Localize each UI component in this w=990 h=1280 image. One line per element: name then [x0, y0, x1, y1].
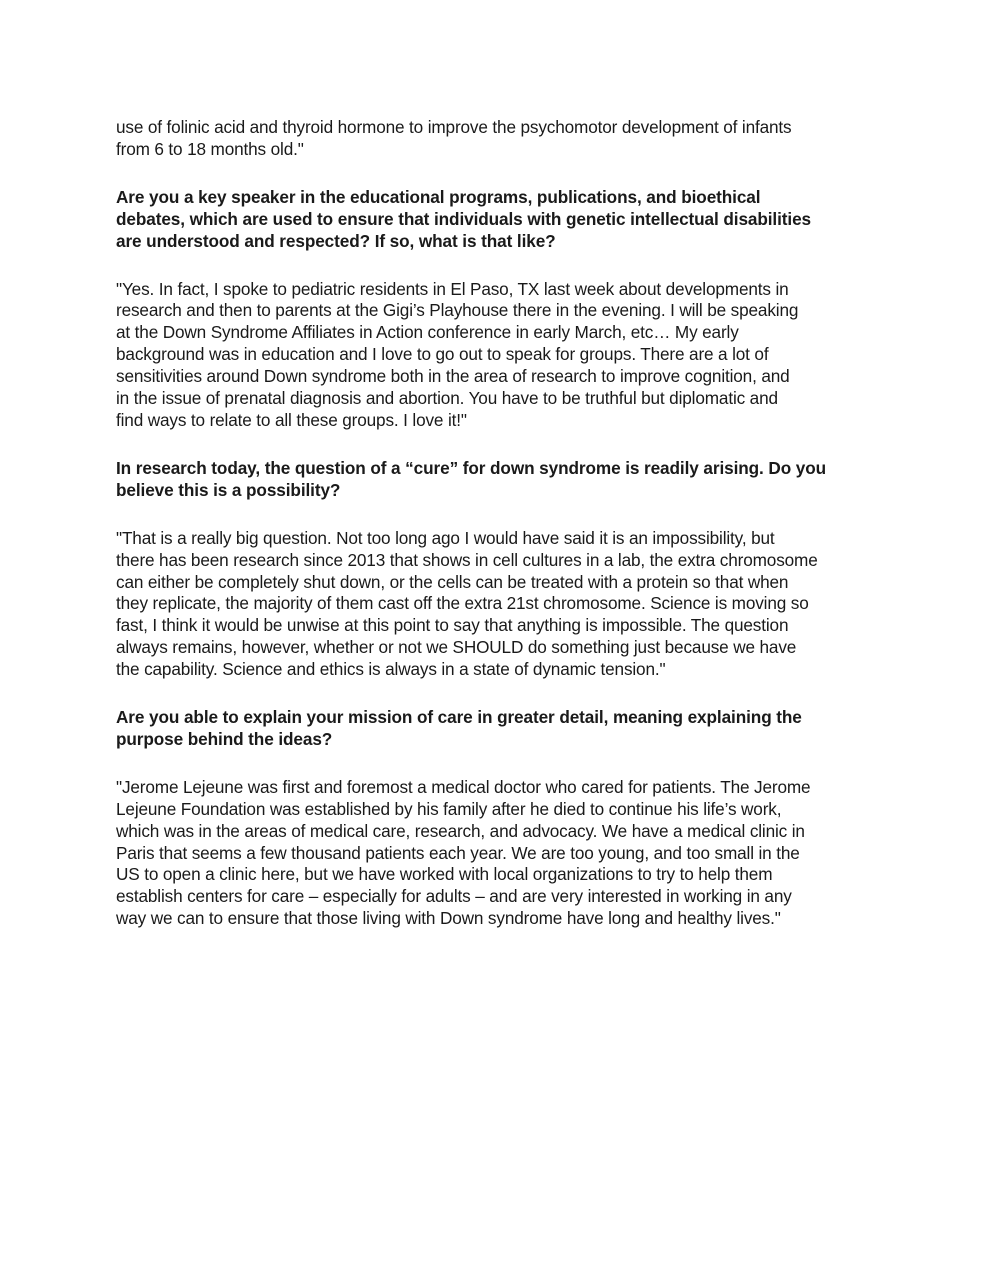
answer-paragraph: use of folinic acid and thyroid hormone to improve the psychomotor development of infants from 6 to 18 months old." — [116, 117, 792, 159]
question-heading: Are you a key speaker in the educational programs, publications, and bioethical debates, which are used to ensure that individuals with genetic intellectual disabilities are understood and respected? If so, what is that like? — [116, 186, 811, 251]
answer-paragraph: "That is a really big question. Not too long ago I would have said it is an impossibility, but there has been research since 2013 that shows in cell cultures in a lab, the extra chromosome can either be completely shut down, or the cells can be treated with a protein so that when they replicate, the majority of them cast off the extra 21st chromosome. Science is moving so fast, I think it would be unwise at this point to say that anything is impossible. The question always remains, however, whether or not we SHOULD do something just because we have the capability. Science and ethics is always in a state of dynamic tension." — [116, 527, 818, 680]
question-heading: In research today, the question of a “cure” for down syndrome is readily arising. Do you believe this is a possibility? — [116, 457, 827, 500]
document-page — [116, 117, 876, 956]
answer-paragraph: "Yes. In fact, I spoke to pediatric residents in El Paso, TX last week about developments in research and then to parents at the Gigi’s Playhouse there in the evening. I will be speaking at the Down Syndrome Affiliates in Action conference in early March, etc… My early background was in education and I love to go out to speak for groups. There are a lot of sensitivities around Down syndrome both in the area of research to improve cognition, and in the issue of prenatal diagnosis and abortion. You have to be truthful but diplomatic and find ways to relate to all these groups. I love it!" — [116, 278, 799, 430]
answer-paragraph: "Jerome Lejeune was first and foremost a medical doctor who cared for patients. The Jerome Lejeune Foundation was established by his family after he died to continue his life’s work, which was in the areas of medical care, research, and advocacy. We have a medical clinic in Paris that seems a few thousand patients each year. We are too young, and too small in the US to open a clinic here, but we have worked with local organizations to try to help them establish centers for care – especially for adults – and are very interested in working in any way we can to ensure that those living with Down syndrome have long and healthy lives." — [116, 776, 811, 929]
question-heading: Are you able to explain your mission of care in greater detail, meaning explaining the purpose behind the ideas? — [116, 707, 802, 749]
